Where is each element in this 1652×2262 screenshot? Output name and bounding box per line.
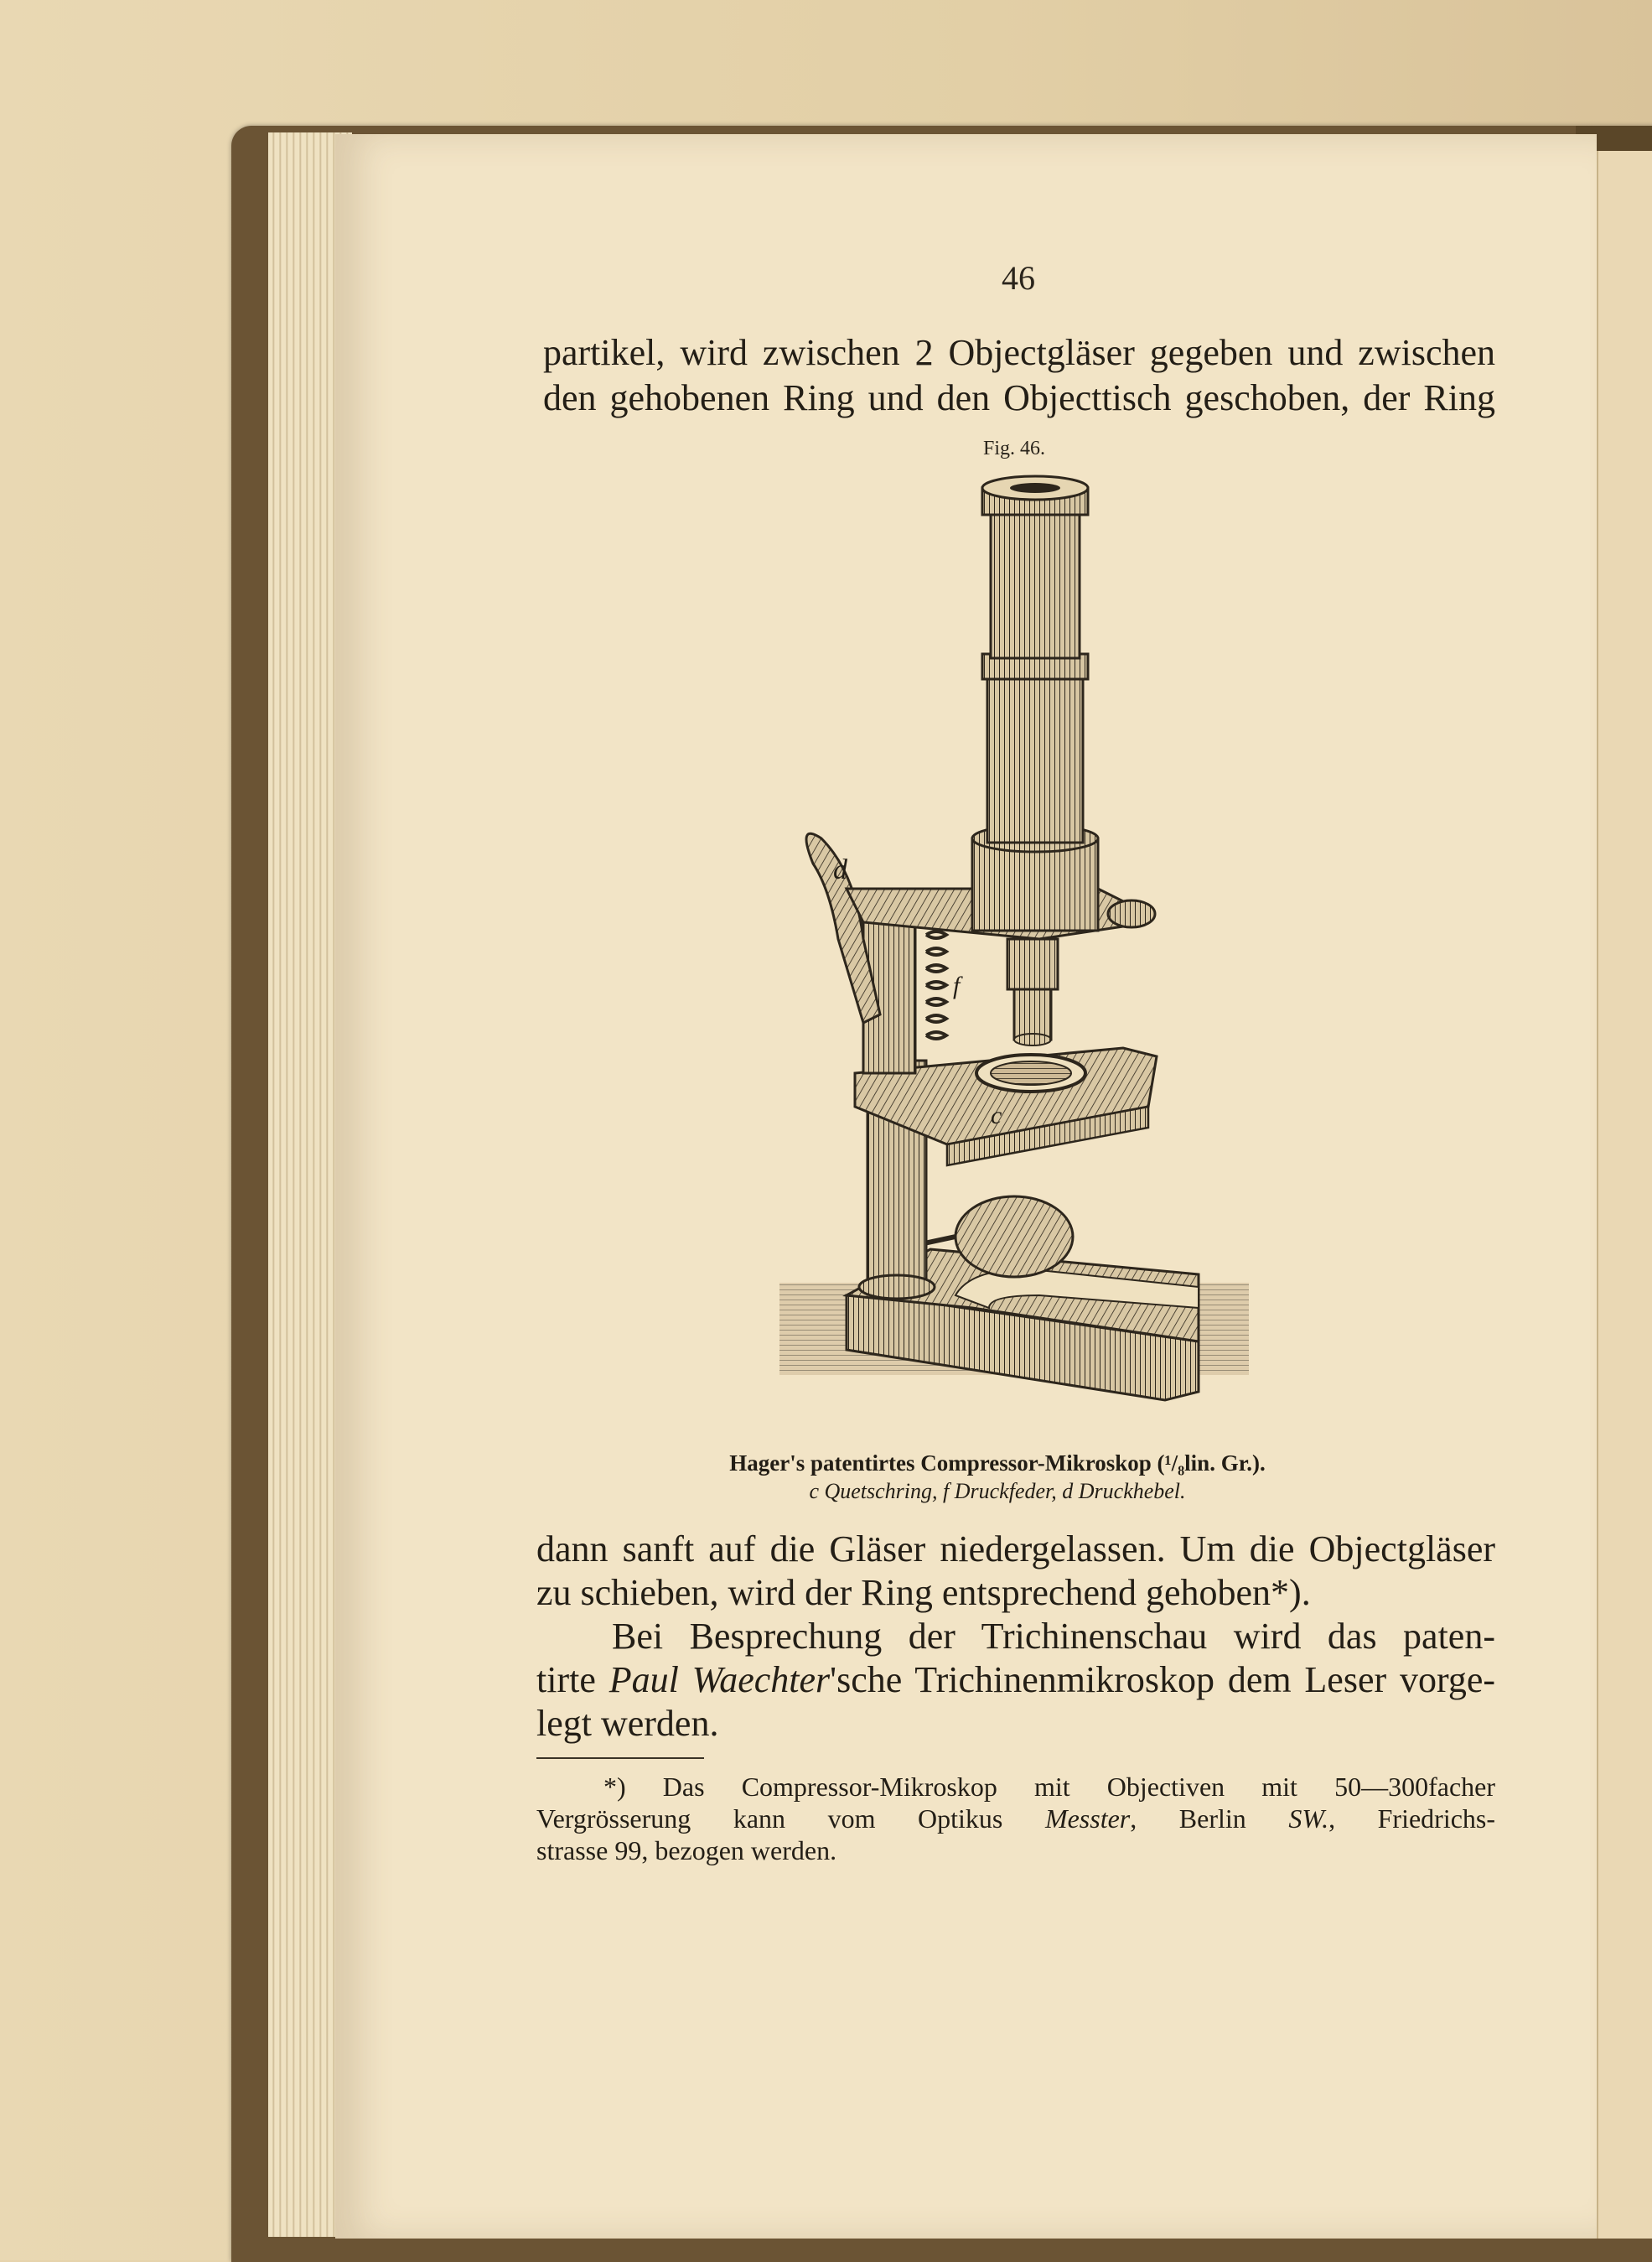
facing-page-edge <box>1597 151 1652 2239</box>
person-name: Messter <box>1044 1803 1131 1834</box>
text-span: 'sche Trichinenmikroskop dem Leser vorge- <box>830 1659 1495 1700</box>
text-line: partikel, wird zwischen 2 Objectgläser gegeben und zwischen <box>543 332 1495 373</box>
text-line: dann sanft auf die Gläser niedergelassen. Um die Objectgläser <box>536 1528 1495 1569</box>
figure-label: Fig. 46. <box>982 438 1045 459</box>
marker-c: c <box>991 1102 1002 1129</box>
text-line: den gehobenen Ring und den Objecttisch geschoben, der Ring <box>543 377 1495 418</box>
footnote-line <box>536 1803 1495 1834</box>
text-line: Bei Besprechung der Trichinenschau wird das paten- <box>612 1616 1495 1657</box>
marker-d: d <box>833 854 847 885</box>
text-line <box>536 1658 1495 1702</box>
page-number: 46 <box>1002 259 1035 297</box>
microscope-illustration <box>763 470 1266 1417</box>
body-text <box>536 1528 1495 1746</box>
text-span: , Berlin <box>1130 1803 1246 1834</box>
figure-caption-legend: c Quetschring, f Druckfeder, d Druckhebel. <box>809 1479 1186 1503</box>
footnote-divider <box>536 1757 704 1759</box>
text-line: legt werden. <box>536 1703 719 1744</box>
marker-f: f <box>953 972 961 999</box>
text-span: SW. <box>1288 1803 1329 1834</box>
text-span: Vergrösserung kann vom Optikus <box>536 1803 1003 1834</box>
text-line: zu schieben, wird der Ring entsprechend gehoben*). <box>536 1572 1311 1613</box>
footnote-line: *) Das Compressor-Mikroskop mit Objectiven mit 50—300facher <box>603 1772 1495 1802</box>
footnote <box>536 1771 1495 1866</box>
figure-caption-title: Hager's patentirtes Compressor-Mikroskop (¹/₈lin. Gr.). <box>729 1450 1266 1476</box>
text-span: tirte <box>536 1659 596 1700</box>
footnote-line: strasse 99, bezogen werden. <box>536 1835 837 1865</box>
text-span: , Friedrichs- <box>1328 1803 1496 1834</box>
person-name: Paul Waechter <box>608 1659 831 1700</box>
